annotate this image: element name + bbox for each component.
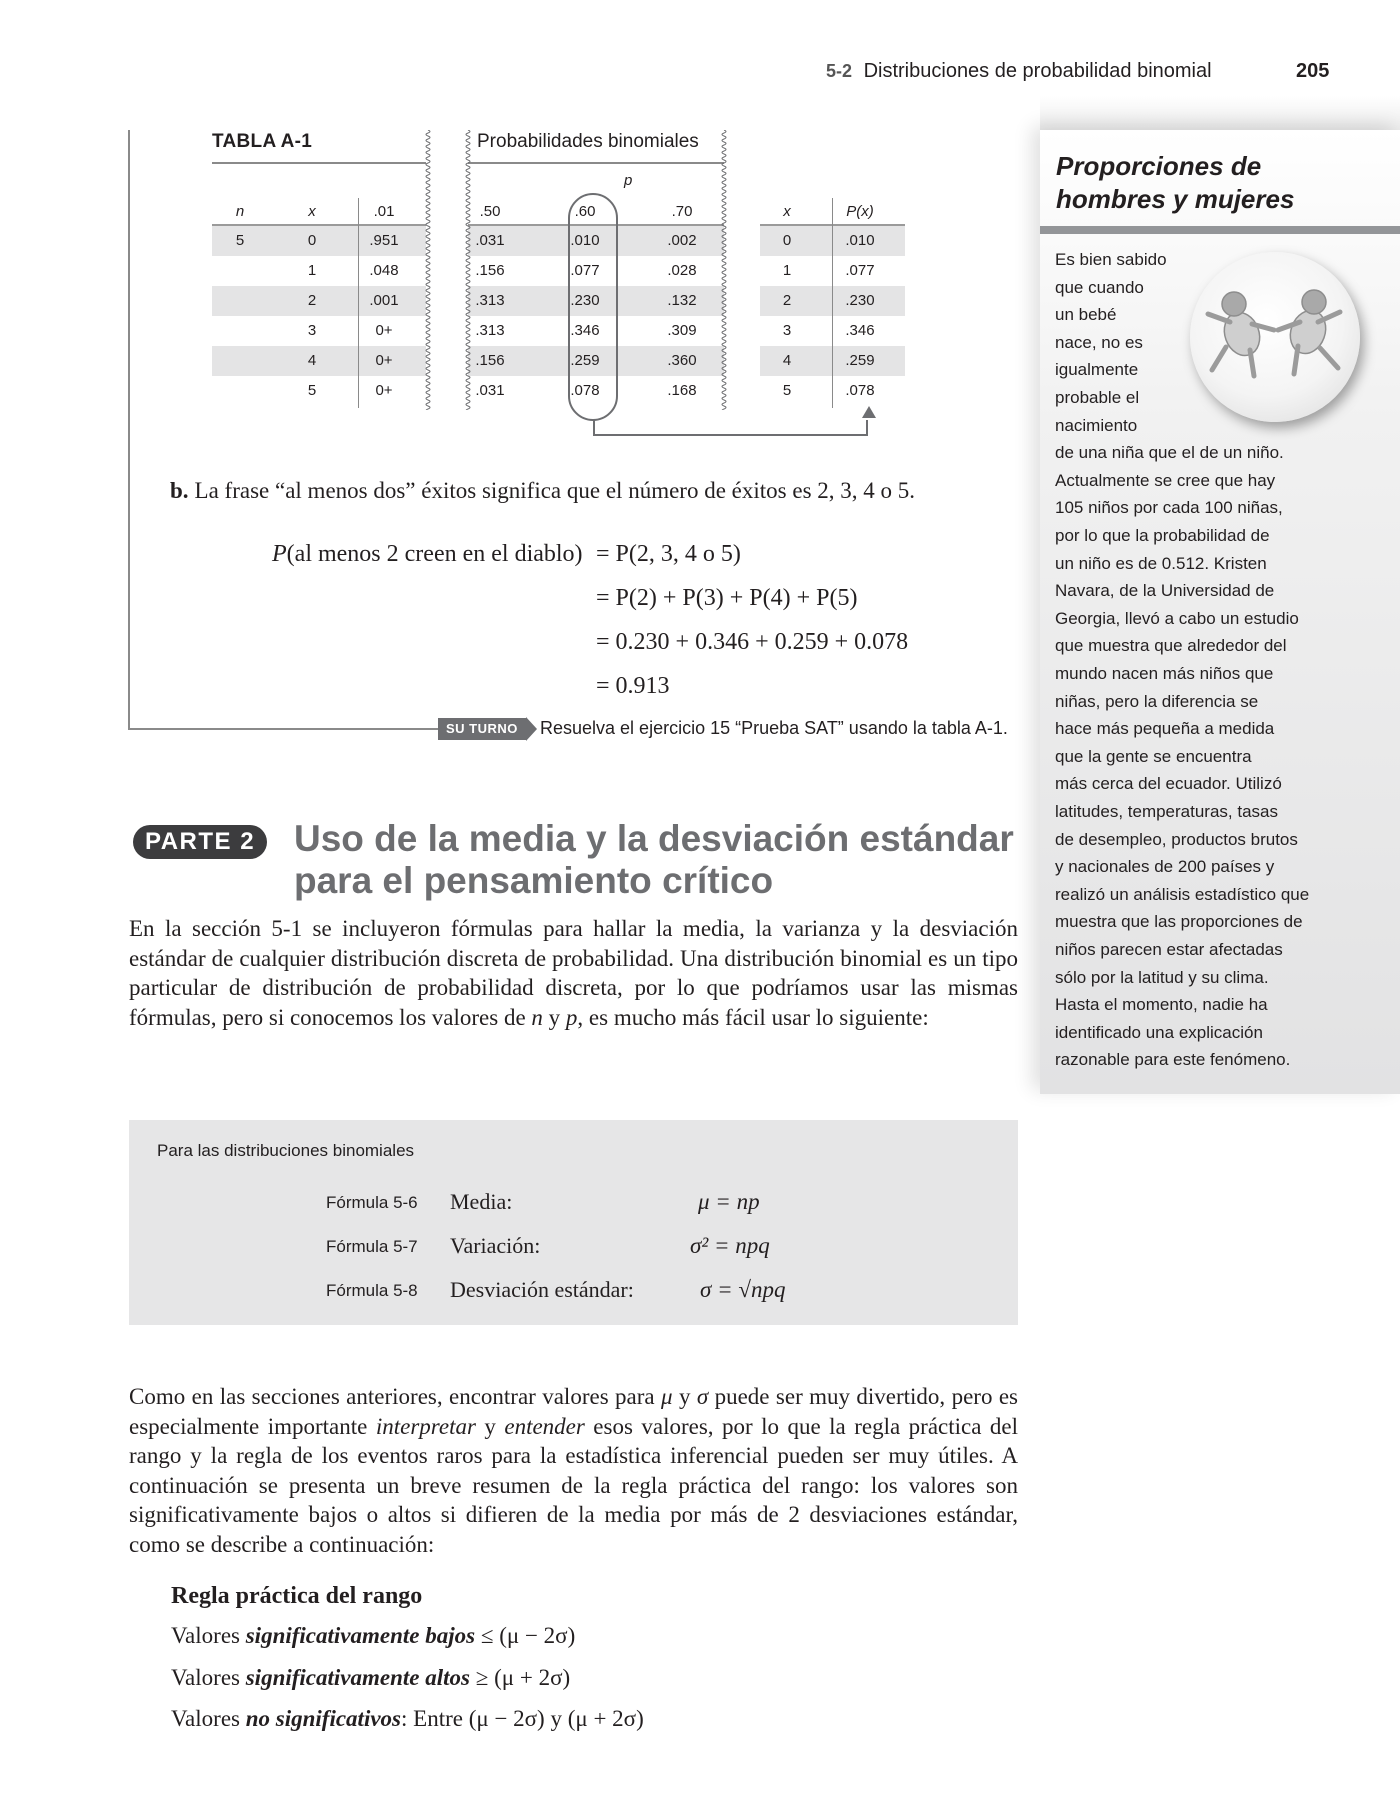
section-heading — [294, 818, 1034, 902]
para2-text-y2: y — [475, 1413, 505, 1439]
table-break-wavy-icon — [424, 130, 432, 410]
table-cell-p70: .168 — [667, 382, 697, 399]
p-axis-label: p — [624, 172, 633, 189]
sidebar-text-line: de una niña que el de un niño. — [1055, 443, 1284, 463]
table-cell-p70: .028 — [667, 262, 697, 279]
sidebar-rule — [1040, 226, 1400, 234]
symbol-mu: μ — [661, 1384, 673, 1409]
equation-line-4: = 0.913 — [596, 673, 670, 699]
emph-entender: entender — [504, 1413, 585, 1439]
sidebar-text-line: Navara, de la Universidad de — [1055, 581, 1275, 601]
sidebar-text-line: latitudes, temperaturas, tasas — [1055, 802, 1279, 821]
para2-text-y: y — [672, 1384, 697, 1409]
part-b-text: La frase “al menos dos” éxitos significa que el número de éxitos es 2, 3, 4 o 5. — [194, 478, 916, 503]
table-cell-rx: 0 — [782, 232, 792, 249]
table-break-wavy-icon — [720, 130, 728, 410]
table-cell-p70: .309 — [667, 322, 697, 339]
sidebar-text-line: que cuando — [1055, 277, 1144, 297]
second-paragraph — [129, 1382, 1018, 1559]
table-cell-p50: .313 — [475, 292, 505, 309]
babies-illustration-icon — [1190, 252, 1360, 422]
formula-box-title: Para las distribuciones binomiales — [157, 1141, 415, 1160]
table-cell-p70: .002 — [667, 232, 697, 249]
section-heading-line-1: Uso de la media y la desviación estándar — [294, 818, 1014, 859]
sidebar-text-line: un bebé — [1055, 305, 1117, 325]
rule-suffix: ≥ (μ + 2σ) — [469, 1665, 571, 1690]
table-cell-x: 2 — [307, 292, 317, 309]
sidebar-title-line-2: hombres y mujeres — [1056, 184, 1295, 214]
range-rule-line-low — [171, 1623, 575, 1649]
para2-text-a: Como en las secciones anteriores, encontrar valores para — [129, 1384, 662, 1409]
page-number: 205 — [1296, 60, 1330, 82]
table-cell-px: .010 — [845, 232, 875, 249]
table-cell-x: 5 — [307, 382, 317, 399]
highlight-column-oval — [568, 193, 618, 421]
su-turno-badge — [438, 718, 537, 742]
equation-line-1: = P(2, 3, 4 o 5) — [596, 541, 741, 567]
table-header-cell: P(x) — [846, 203, 874, 220]
table-header-cell: .70 — [671, 203, 693, 220]
rule-emph: no significativos — [245, 1706, 401, 1731]
sidebar-text-line: muestra que las proporciones de — [1055, 912, 1303, 932]
example-frame-bottom — [128, 728, 440, 730]
emph-interpretar: interpretar — [375, 1413, 476, 1439]
formula-label: Fórmula 5-7 — [326, 1237, 418, 1256]
table-cell-px: .346 — [845, 322, 875, 339]
table-cell-n — [210, 286, 270, 316]
intro-text-1: En la sección 5-1 se incluyeron fórmulas para hallar la media, la varianza y la desviación estándar de cualquier distribución discreta de probabilidad. Una distribución binomial es un tipo particular de distribución de probabilidad discreta, por lo que podríamos usar las mismas fórmulas, pero si conocemos los valores de — [129, 916, 1018, 1030]
table-cell-p50: .031 — [475, 382, 505, 399]
rule-suffix: ≤ (μ − 2σ) — [475, 1623, 576, 1648]
table-cell-n — [210, 316, 270, 346]
table-cell-n — [210, 256, 270, 286]
connector-line — [593, 420, 868, 436]
sidebar-text-line: más cerca del ecuador. Utilizó — [1055, 774, 1282, 794]
sidebar-text-line: Hasta el momento, nadie ha — [1055, 995, 1268, 1015]
table-rule-left — [212, 162, 426, 164]
formula-expression-mean: μ = np — [698, 1189, 760, 1214]
table-cell-p60: .078 — [570, 382, 600, 399]
table-cell-p01: .001 — [369, 292, 399, 309]
table-cell-p60: .259 — [570, 352, 600, 369]
rule-emph: significativamente altos — [245, 1665, 470, 1690]
section-number: 5-2 — [826, 61, 853, 81]
su-turno-label: SU TURNO — [438, 718, 526, 740]
sidebar-text-line: realizó un análisis estadístico que — [1055, 884, 1310, 904]
para2-text-c: esos valores, por lo que la regla práctica del rango y la regla de los eventos raros para la estadística inferencial pueden ser muy útiles. A continuación se presenta un breve resumen de la regla práctica del rango: los valores son significativamente bajos o altos si difieren de la media por más de 2 desviaciones estándar, como se describe a continuación: — [129, 1413, 1019, 1557]
table-subtitle: Probabilidades binomiales — [477, 131, 699, 152]
section-heading-line-2: para el pensamiento crítico — [294, 860, 774, 901]
rule-emph: significativamente bajos — [245, 1623, 476, 1648]
sidebar-text-line: un niño es de 0.512. Kristen — [1055, 553, 1267, 573]
sidebar-text-line: de desempleo, productos brutos — [1055, 829, 1298, 849]
table-cell-n: 5 — [235, 232, 245, 249]
table-cell-p01: 0+ — [375, 322, 393, 339]
table-cell-x: 4 — [307, 352, 317, 369]
table-cell-px: .259 — [845, 352, 875, 369]
table-cell-rx: 5 — [782, 382, 792, 399]
sidebar-text-line: 105 niños por cada 100 niñas, — [1055, 498, 1283, 518]
babies-photo — [1190, 252, 1360, 422]
equation-lhs-rest: (al menos 2 creen en el diablo) — [286, 541, 583, 567]
table-cell-p60: .230 — [570, 292, 600, 309]
table-cell-rx: 1 — [782, 262, 792, 279]
sidebar-title — [1056, 150, 1386, 216]
table-cell-p50: .156 — [475, 352, 505, 369]
sidebar-text-line: por lo que la probabilidad de — [1055, 526, 1270, 545]
var-p: p — [565, 1004, 578, 1030]
equation-lhs-p: P — [272, 541, 287, 567]
rule-prefix: Valores — [171, 1706, 246, 1731]
part-b-label: b. — [170, 478, 189, 503]
table-cell-p50: .313 — [475, 322, 505, 339]
table-header-cell: .60 — [574, 203, 596, 220]
table-cell-p60: .077 — [570, 262, 600, 279]
rule-prefix: Valores — [171, 1665, 246, 1690]
table-header-cell: .50 — [479, 203, 501, 220]
su-turno-text: Resuelva el ejercicio 15 “Prueba SAT” usando la tabla A-1. — [540, 718, 1008, 738]
sidebar-text-line: razonable para este fenómeno. — [1055, 1050, 1291, 1070]
symbol-sigma: σ — [696, 1384, 709, 1409]
table-cell-n — [210, 346, 270, 376]
table-cell-rx: 2 — [782, 292, 792, 309]
range-rule-line-high — [171, 1665, 570, 1691]
formula-name: Desviación estándar: — [450, 1277, 634, 1302]
intro-paragraph — [129, 914, 1018, 1032]
range-rule-title: Regla práctica del rango — [171, 1583, 423, 1609]
running-header — [826, 60, 1212, 83]
table-cell-x: 3 — [307, 322, 317, 339]
table-cell-p01: .048 — [369, 262, 399, 279]
rule-prefix: Valores — [171, 1623, 246, 1648]
table-cell-p60: .010 — [570, 232, 600, 249]
formula-expression-std: σ = √npq — [700, 1277, 786, 1302]
table-cell-px: .078 — [845, 382, 875, 399]
formula-label: Fórmula 5-8 — [326, 1281, 418, 1300]
table-header-cell: n — [235, 203, 245, 220]
table-cell-p50: .031 — [475, 232, 505, 249]
sidebar-text-line: Actualmente se cree que hay — [1055, 470, 1276, 490]
equation-lhs — [272, 541, 583, 568]
sidebar-text-line: igualmente — [1055, 360, 1139, 380]
sidebar-text-line: hace más pequeña a medida — [1055, 719, 1275, 739]
sidebar-title-line-1: Proporciones de — [1056, 151, 1262, 181]
table-cell-rx: 4 — [782, 352, 792, 369]
table-header-cell: x — [308, 203, 316, 220]
sidebar-text-line: nace, no es — [1055, 332, 1143, 352]
sidebar-text-line: niños parecen estar afectadas — [1055, 940, 1283, 959]
table-cell-rx: 3 — [782, 322, 792, 339]
formula-name: Media: — [450, 1189, 513, 1214]
rule-suffix: : Entre (μ − 2σ) y (μ + 2σ) — [401, 1706, 644, 1731]
table-cell-p01: .951 — [369, 232, 399, 249]
table-cell-p70: .360 — [667, 352, 697, 369]
intro-text-y: y — [542, 1004, 566, 1030]
var-n: n — [531, 1004, 543, 1030]
table-cell-x: 1 — [307, 262, 317, 279]
arrow-up-icon — [862, 406, 876, 418]
sidebar-text-line: probable el — [1055, 388, 1140, 407]
sidebar-text-line: sólo por la latitud y su clima. — [1055, 967, 1269, 987]
sidebar-text-line: mundo nacen más niños que — [1055, 664, 1274, 683]
sidebar-text-line: nacimiento — [1055, 415, 1138, 435]
table-cell-n — [210, 376, 270, 406]
table-cell-px: .077 — [845, 262, 875, 279]
table-cell-p70: .132 — [667, 292, 697, 309]
intro-text-2: , es mucho más fácil usar lo siguiente: — [577, 1004, 929, 1030]
table-cell-px: .230 — [845, 292, 875, 309]
sidebar-text-line: que la gente se encuentra — [1055, 746, 1252, 766]
table-cell-p60: .346 — [570, 322, 600, 339]
section-title: Distribuciones de probabilidad binomial — [863, 60, 1212, 82]
table-cell-p01: 0+ — [375, 352, 393, 369]
sidebar-text-line: niñas, pero la diferencia se — [1055, 691, 1259, 711]
sidebar-text-line: Georgia, llevó a cabo un estudio — [1055, 608, 1299, 628]
formula-name: Variación: — [450, 1233, 541, 1258]
formula-label: Fórmula 5-6 — [326, 1193, 418, 1212]
table-header-cell: .01 — [373, 203, 395, 220]
sidebar-text-line: identificado una explicación — [1055, 1022, 1263, 1042]
table-cell-x: 0 — [307, 232, 317, 249]
sidebar-text-line: y nacionales de 200 países y — [1055, 857, 1275, 877]
table-cell-p50: .156 — [475, 262, 505, 279]
range-rule-line-not-significant — [171, 1706, 644, 1732]
parte-badge: PARTE 2 — [133, 825, 267, 859]
sidebar-text-line: que muestra que alrededor del — [1055, 636, 1287, 656]
part-b-statement — [170, 478, 915, 504]
para2-text-b: puede ser muy divertido, pero es especialmente importante — [129, 1384, 1018, 1439]
equation-line-3: = 0.230 + 0.346 + 0.259 + 0.078 — [596, 629, 909, 655]
table-cell-p01: 0+ — [375, 382, 393, 399]
example-frame-left — [128, 130, 130, 730]
sidebar-text-line: Es bien sabido — [1055, 250, 1167, 269]
table-header-cell: x — [783, 203, 791, 220]
table-title: TABLA A-1 — [212, 131, 313, 152]
formula-expression-variance: σ² = npq — [690, 1233, 770, 1258]
table-rule-mid — [468, 162, 724, 164]
equation-line-2: = P(2) + P(3) + P(4) + P(5) — [596, 585, 858, 611]
arrow-right-icon — [526, 717, 537, 741]
